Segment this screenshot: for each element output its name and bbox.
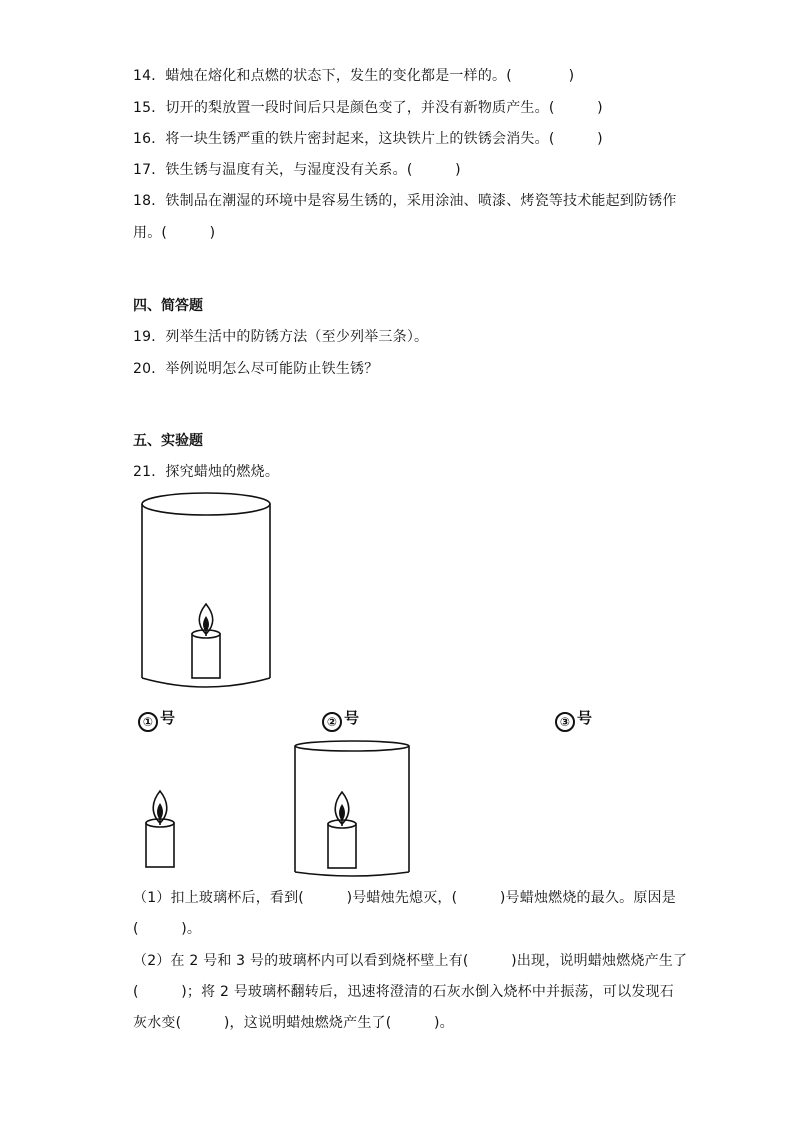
candle — [146, 791, 174, 867]
glass-cup-candle-figure — [138, 490, 274, 694]
candle — [192, 604, 220, 678]
circled-number-1: ① — [138, 712, 158, 732]
section-5-title: 五、实验题 — [133, 433, 203, 449]
question-21: 21．探究蜡烛的燃烧。 — [133, 464, 280, 480]
question-19: 19．列举生活中的防锈方法（至少列举三条）。 — [133, 329, 429, 345]
open-candle-figure — [140, 785, 180, 871]
experiment-line-1: （1）扣上玻璃杯后，看到( )号蜡烛先熄灭，( )号蜡烛燃烧的最久。原因是 — [133, 890, 676, 906]
experiment-line-3: （2）在 2 号和 3 号的玻璃杯内可以看到烧杯壁上有( )出现，说明蜡烛燃烧产生了 — [133, 953, 688, 969]
circled-number-2: ② — [322, 712, 342, 732]
experiment-line-5: 灰水变( )，这说明蜡烛燃烧产生了( )。 — [133, 1015, 454, 1031]
tall-glass-candle-figure — [291, 738, 413, 878]
question-16: 16．将一块生锈严重的铁片密封起来，这块铁片上的铁锈会消失。( ) — [133, 131, 603, 147]
question-20: 20．举例说明怎么尽可能防止铁生锈？ — [133, 361, 379, 377]
glass-rim-bottom — [295, 872, 409, 876]
question-17: 17．铁生锈与温度有关，与湿度没有关系。( ) — [133, 162, 461, 178]
label-cup-1: ① 号 — [138, 709, 175, 732]
question-18-continued: 用。( ) — [133, 225, 216, 241]
label-cup-2: ② 号 — [322, 709, 359, 732]
question-18: 18．铁制品在潮湿的环境中是容易生锈的，采用涂油、喷漆、烤瓷等技术能起到防锈作 — [133, 193, 677, 209]
question-15: 15．切开的梨放置一段时间后只是颜色变了，并没有新物质产生。( ) — [133, 100, 603, 116]
cup-rim-top — [142, 493, 270, 515]
circled-number-3: ③ — [555, 712, 575, 732]
experiment-line-4: ( )；将 2 号玻璃杯翻转后，迅速将澄清的石灰水倒入烧杯中并振荡，可以发现石 — [133, 984, 674, 1000]
cup-rim-bottom — [142, 678, 270, 687]
question-14: 14．蜡烛在熔化和点燃的状态下，发生的变化都是一样的。( ) — [133, 68, 575, 84]
section-4-title: 四、简答题 — [133, 298, 203, 314]
experiment-line-2: ( )。 — [133, 921, 202, 937]
label-cup-3: ③ 号 — [555, 709, 592, 732]
candle — [328, 792, 356, 868]
glass-rim-top — [295, 741, 409, 751]
